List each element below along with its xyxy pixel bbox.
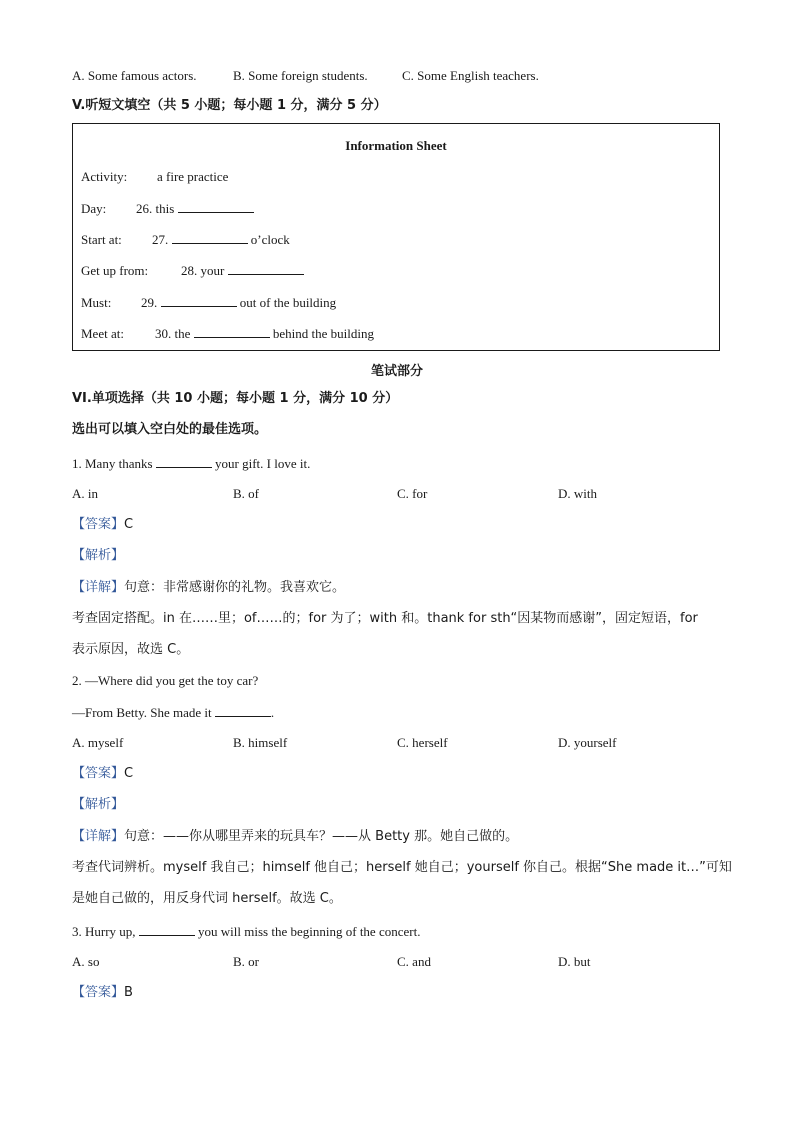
answer-label: 【答案】	[72, 985, 125, 1000]
answer-label: 【答案】	[72, 766, 125, 781]
info-label: Activity:	[81, 169, 128, 184]
stem-text: you will miss the beginning of the concert.	[198, 924, 421, 939]
detail-text: 句意：非常感谢你的礼物。我喜欢它。	[124, 580, 346, 595]
answer-blank[interactable]	[194, 325, 270, 338]
written-part-title: 笔试部分	[370, 364, 423, 379]
answer-blank[interactable]	[228, 262, 304, 275]
info-value: a fire practice	[157, 169, 229, 184]
q2-analysis-label: 【解析】	[72, 797, 125, 812]
q2-detail-line: 考查代词辨析。myself 我自己；himself 他自己；herself 她自己；yourself 你自己。根据“She made it…”可知	[72, 860, 732, 875]
stem-text: .	[270, 705, 275, 720]
q1-option-a[interactable]: A. in	[72, 486, 98, 501]
q2-option-b[interactable]: B. himself	[233, 735, 288, 750]
stem-text: 3. Hurry up,	[72, 924, 136, 939]
stem-text: —From Betty. She made it	[72, 705, 212, 720]
question-2-stem: 2. —Where did you get the toy car?	[72, 673, 259, 688]
q3-option-c[interactable]: C. and	[397, 954, 431, 969]
question-2-stem-line2	[72, 704, 274, 721]
q3-answer	[72, 985, 133, 1001]
option-a: A. Some famous actors.	[72, 68, 197, 83]
answer-blank[interactable]	[215, 704, 271, 717]
answer-value: B	[124, 985, 133, 1000]
answer-blank[interactable]	[161, 294, 237, 307]
info-value-post: out of the building	[239, 295, 337, 310]
info-row-activity	[81, 169, 228, 185]
detail-text: 句意：——你从哪里弄来的玩具车？——从 Betty 那。她自己做的。	[124, 829, 519, 844]
answer-value: C	[124, 517, 134, 532]
question-3-stem	[72, 923, 420, 940]
info-value-post: behind the building	[272, 326, 374, 341]
info-label: Day:	[81, 201, 107, 216]
q3-option-d[interactable]: D. but	[558, 954, 591, 969]
q2-detail-line: 是她自己做的，用反身代词 herself。故选 C。	[72, 891, 342, 906]
answer-blank[interactable]	[172, 231, 248, 244]
q3-option-b[interactable]: B. or	[233, 954, 259, 969]
info-row-day	[81, 200, 254, 217]
answer-blank[interactable]	[139, 923, 195, 936]
q2-option-c[interactable]: C. herself	[397, 735, 448, 750]
info-value: 26. this	[136, 201, 175, 216]
q1-detail-line	[72, 580, 345, 596]
q1-detail-line: 考查固定搭配。in 在……里；of……的；for 为了；with 和。thank for sth“因某物而感谢”，固定短语，for	[72, 611, 698, 626]
answer-blank[interactable]	[156, 455, 212, 468]
q1-answer	[72, 517, 133, 533]
q1-option-b[interactable]: B. of	[233, 486, 259, 501]
information-sheet	[72, 123, 720, 351]
detail-label: 【详解】	[72, 829, 125, 844]
answer-label: 【答案】	[72, 517, 125, 532]
info-value: 30. the	[155, 326, 191, 341]
stem-text: 1. Many thanks	[72, 456, 153, 471]
info-value: 28. your	[181, 263, 225, 278]
q2-option-d[interactable]: D. yourself	[558, 735, 617, 750]
info-value: 27.	[152, 232, 169, 247]
q3-option-a[interactable]: A. so	[72, 954, 100, 969]
section6-instruction: 选出可以填入空白处的最佳选项。	[72, 422, 268, 437]
section5-title: V.听短文填空（共 5 小题；每小题 1 分，满分 5 分）	[72, 98, 387, 113]
info-label: Meet at:	[81, 326, 124, 341]
info-label: Must:	[81, 295, 112, 310]
section6-title: VI.单项选择（共 10 小题；每小题 1 分，满分 10 分）	[72, 391, 399, 406]
q1-detail-line: 表示原因，故选 C。	[72, 642, 190, 657]
detail-label: 【详解】	[72, 580, 125, 595]
q1-option-d[interactable]: D. with	[558, 486, 597, 501]
stem-text: your gift. I love it.	[215, 456, 311, 471]
info-label: Get up from:	[81, 263, 149, 278]
info-row-must	[81, 294, 336, 311]
option-c: C. Some English teachers.	[402, 68, 539, 83]
q2-detail-line	[72, 829, 518, 845]
option-b: B. Some foreign students.	[233, 68, 368, 83]
answer-value: C	[124, 766, 134, 781]
info-sheet-title: Information Sheet	[345, 138, 447, 153]
info-row-meet	[81, 325, 374, 342]
info-value: 29.	[141, 295, 158, 310]
info-row-getup	[81, 262, 304, 279]
q1-analysis-label: 【解析】	[72, 548, 125, 563]
info-label: Start at:	[81, 232, 122, 247]
info-value-post: o’clock	[250, 232, 290, 247]
info-row-start	[81, 231, 290, 248]
q2-answer	[72, 766, 133, 782]
question-1-stem	[72, 455, 310, 472]
q1-option-c[interactable]: C. for	[397, 486, 428, 501]
answer-blank[interactable]	[178, 200, 254, 213]
q2-option-a[interactable]: A. myself	[72, 735, 124, 750]
